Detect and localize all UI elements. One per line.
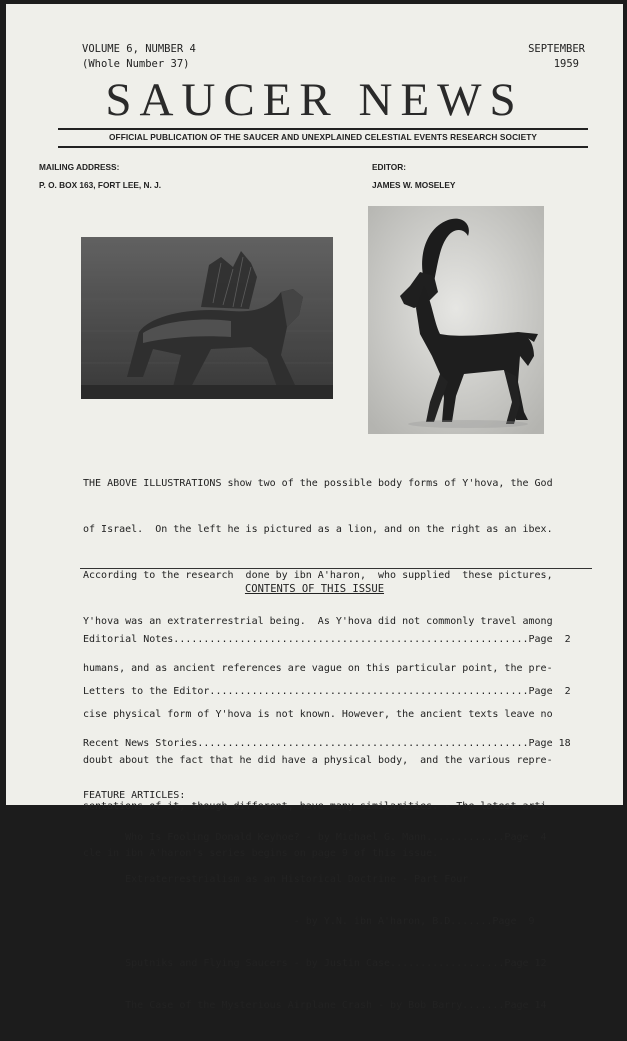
editor-name: JAMES W. MOSELEY	[372, 180, 456, 190]
toc-entry-letters: Letters to the Editor.....................................................Page 2	[83, 686, 571, 697]
editor-label: EDITOR:	[372, 162, 406, 172]
issue-month: SEPTEMBER	[528, 43, 585, 55]
masthead-rule-top	[58, 128, 588, 130]
issue-date	[528, 42, 585, 72]
issue-year: 1959	[553, 58, 579, 70]
editor-block	[372, 158, 455, 194]
caption-line: of Israel. On the left he is pictured as a lion, and on the right as an ibex.	[83, 524, 553, 536]
contents-title: CONTENTS OF THIS ISSUE	[244, 583, 385, 595]
caption-line: sentations of it, though different, have many similarities. - The latest arti-	[83, 801, 553, 813]
contents-list	[83, 605, 587, 1041]
newsletter-page	[6, 4, 623, 1011]
winged-lion-illustration	[81, 237, 333, 399]
toc-feature-entry: Who Is Fooling Donald Keyhoe? - by Michael G. Mann.............Page 4	[83, 832, 547, 843]
caption-line: According to the research done by ibn A'haron, who supplied these pictures,	[83, 570, 553, 582]
ibex-illustration	[368, 206, 544, 434]
toc-feature-entry: - by Y.N. ibn A'haron, B.D.......Page 9	[83, 916, 535, 927]
masthead-title: SAUCER NEWS	[105, 74, 524, 126]
feature-articles-heading: FEATURE ARTICLES:	[83, 790, 186, 801]
masthead-rule-bottom	[58, 146, 588, 148]
caption-line: cise physical form of Y'hova is not known. However, the ancient texts leave no	[83, 708, 553, 720]
caption-line: cle in ibn A'haron's series begins on page 9 of this issue.	[83, 847, 439, 859]
volume-number: VOLUME 6, NUMBER 4	[82, 43, 196, 55]
ibex-figure-photo	[368, 206, 544, 434]
toc-entry-editorial: Editorial Notes...........................................................Page 2	[83, 634, 571, 645]
masthead-subtitle: OFFICIAL PUBLICATION OF THE SAUCER AND UNEXPLAINED CELESTIAL EVENTS RESEARCH SOCIETY	[108, 132, 538, 142]
section-divider	[80, 568, 592, 569]
toc-feature-entry: The Case of the Mysterious Airplane Crash - by Bob Barry.......Page 14	[83, 1000, 547, 1011]
caption-line: humans, and as ancient references are vague on this particular point, the pre-	[83, 662, 553, 674]
whole-number: (Whole Number 37)	[82, 58, 190, 70]
caption-line: THE ABOVE ILLUSTRATIONS show two of the possible body forms of Y'hova, the God	[83, 477, 553, 489]
issue-info	[82, 42, 196, 72]
toc-feature-entry: Sputniks and Flying Saucers - by Justin Case...................Page 12	[83, 958, 547, 969]
toc-entry-news: Recent News Stories.......................................................Page 18	[83, 738, 571, 749]
winged-lion-photo	[81, 237, 333, 399]
mailing-address: P. O. BOX 163, FORT LEE, N. J.	[39, 180, 162, 190]
caption-line: doubt about the fact that he did have a physical body, and the various repre-	[83, 755, 553, 767]
mailing-label: MAILING ADDRESS:	[39, 162, 120, 172]
mailing-address-block	[39, 158, 161, 194]
caption-line: Y'hova was an extraterrestrial being. As Y'hova did not commonly travel among	[83, 616, 553, 628]
toc-feature-entry: Extraterrestrialism as an Historical Doctrine - Part Four	[83, 874, 469, 885]
